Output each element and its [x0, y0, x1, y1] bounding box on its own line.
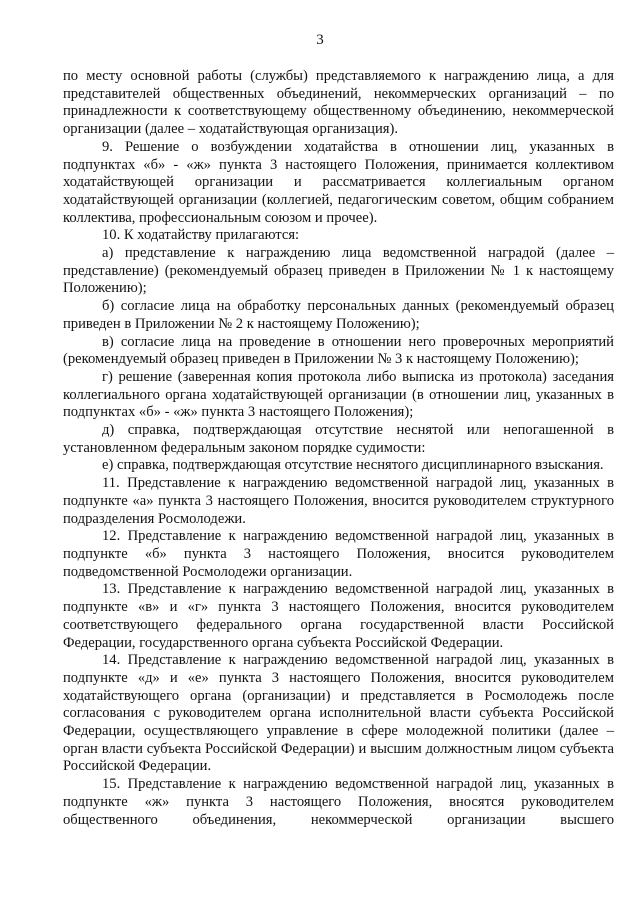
paragraph: 10. К ходатайству прилагаются: [102, 227, 300, 244]
paragraph: г) решение (заверенная копия протокола либо выписка из протокола) заседания коллегиального органа ходатайствующей организации (в отношении лиц, указанных в подпунктах «б» - «ж» пункта 3 настоящего Положения); [63, 368, 614, 421]
paragraph: по месту основной работы (службы) представляемого к награждению лица, а для представителей общественных объединений, некоммерческих организаций – по принадлежности к соответствующему общественному объединению, некоммерческой организации (далее – ходатайствующая организация). [63, 68, 614, 138]
document-body [63, 68, 614, 829]
paragraph: 13. Представление к награждению ведомственной наградой лиц, указанных в подпункте «в» и «г» пункта 3 настоящего Положения, вносится руководителем соответствующего федерального органа государственной власти Российской Федерации, государственного органа субъекта Российской Федерации. [63, 581, 614, 651]
paragraph: д) справка, подтверждающая отсутствие неснятой или непогашенной в установленном федеральным законом порядке судимости: [63, 422, 614, 456]
paragraph: 9. Решение о возбуждении ходатайства в отношении лиц, указанных в подпунктах «б» - «ж» пункта 3 настоящего Положения, принимается коллективом ходатайствующей организации и рассматривается коллегиальным органом ходатайствующей организации (коллегией, педагогическим советом, общим собранием коллектива, профессиональным союзом и прочее). [63, 138, 614, 226]
paragraph: 11. Представление к награждению ведомственной наградой лиц, указанных в подпункте «а» пункта 3 настоящего Положения, вносится руководителем структурного подразделения Росмолодежи. [63, 475, 614, 527]
paragraph: 15. Представление к награждению ведомственной наградой лиц, указанных в подпункте «ж» пункта 3 настоящего Положения, вносятся руководителем общественного объединения, некоммерческой организации высшего [63, 776, 614, 828]
paragraph: в) согласие лица на проведение в отношении него проверочных мероприятий (рекомендуемый образец приведен в Приложении № 3 к настоящему Положению); [63, 333, 614, 368]
paragraph: 12. Представление к награждению ведомственной наградой лиц, указанных в подпункте «б» пункта 3 настоящего Положения, вносится руководителем подведомственной Росмолодежи организации. [63, 528, 614, 580]
paragraph: е) справка, подтверждающая отсутствие неснятого дисциплинарного взыскания. [102, 457, 604, 474]
paragraph: 14. Представление к награждению ведомственной наградой лиц, указанных в подпункте «д» и «е» пункта 3 настоящего Положения, вносится руководителем ходатайствующего органа (организации) и представляется в Росмолодежь после согласования с руководителем органа исполнительной власти субъекта Российской Федерации, осуществляющего управление в сфере молодежной политики (далее – орган власти субъекта Российской Федерации) и высшим должностным лицом субъекта Российской Федерации. [63, 652, 614, 775]
paragraph: а) представление к награждению лица ведомственной наградой (далее – представление) (рекомендуемый образец приведен в Приложении № 1 к настоящему Положению); [63, 245, 614, 297]
page-number: 3 [316, 32, 324, 48]
paragraph: б) согласие лица на обработку персональных данных (рекомендуемый образец приведен в Приложении № 2 к настоящему Положению); [63, 298, 614, 332]
